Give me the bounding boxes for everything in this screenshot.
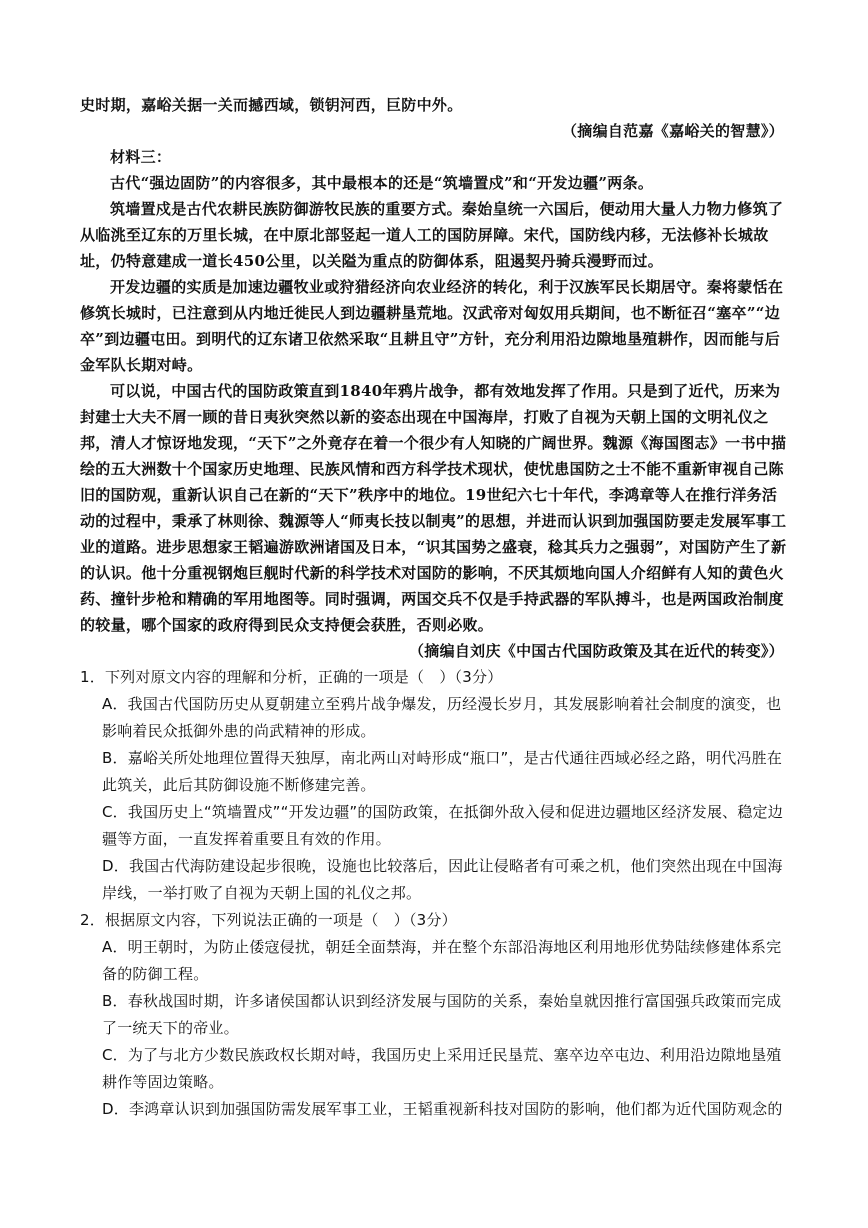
option-d: D．李鸿章认识到加强国防需发展军事工业，王韬重视新科技对国防的影响，他们都为近代国防观念的 xyxy=(102,1100,783,1118)
material3-paragraph: 筑墙置戍是古代农耕民族防御游牧民族的重要方式。秦始皇统一六国后，便动用大量人力物力修筑了从临洮至辽东的万里长城，在中原北部竖起一道人工的国防屏障。宋代，国防线内移，无法修补长城故址，仍特意建成一道长450公里，以关隘为重点的防御体系，阻遏契丹骑兵漫野而过。 xyxy=(80,200,784,270)
material3-paragraph: 古代“强边固防”的内容很多，其中最根本的还是“筑墙置戍”和“开发边疆”两条。 xyxy=(110,174,654,192)
question-2 xyxy=(80,907,788,1123)
material3-source: （摘编自刘庆《中国古代国防政策及其在近代的转变》） xyxy=(408,642,784,660)
option-c: C．为了与北方少数民族政权长期对峙，我国历史上采用迁民垦荒、塞卒边卒屯边、利用沿边隙地垦殖耕作等固边策略。 xyxy=(102,1046,782,1091)
option-a: A．我国古代国防历史从夏朝建立至鸦片战争爆发，历经漫长岁月，其发展影响着社会制度的演变，也影响着民众抵御外患的尚武精神的形成。 xyxy=(102,695,782,740)
option-b: B．嘉峪关所处地理位置得天独厚，南北两山对峙形成“瓶口”，是古代通往西域必经之路，明代冯胜在此筑关，此后其防御设施不断修建完善。 xyxy=(102,749,783,794)
material3-label: 材料三： xyxy=(110,148,172,166)
option-c: C．我国历史上“筑墙置戍”“开发边疆”的国防政策，在抵御外敌入侵和促进边疆地区经济发展、稳定边疆等方面，一直发挥着重要且有效的作用。 xyxy=(102,803,783,848)
question-1 xyxy=(80,664,788,907)
option-b: B．春秋战国时期，许多诸侯国都认识到经济发展与国防的关系，秦始皇就因推行富国强兵政策而完成了一统天下的帝业。 xyxy=(102,992,782,1037)
question-stem: 1．下列对原文内容的理解和分析，正确的一项是（ ）（3分） xyxy=(80,668,503,686)
option-d: D．我国古代海防建设起步很晚，设施也比较落后，因此让侵略者有可乘之机，他们突然出现在中国海岸线，一举打败了自视为天朝上国的礼仪之邦。 xyxy=(102,857,783,902)
option-a: A．明王朝时，为防止倭寇侵扰，朝廷全面禁海，并在整个东部沿海地区利用地形优势陆续修建体系完备的防御工程。 xyxy=(102,938,782,983)
material3-paragraph: 可以说，中国古代的国防政策直到1840年鸦片战争，都有效地发挥了作用。只是到了近代，历来为封建士大夫不屑一顾的昔日夷狄突然以新的姿态出现在中国海岸，打败了自视为天朝上国的文明礼仪之邦，清人才惊讶地发现，“天下”之外竟存在着一个很少有人知晓的广阔世界。魏源《海国图志》一书中描绘的五大洲数十个国家历史地理、民族风情和西方科学技术现状，使忧患国防之士不能不重新审视自己陈旧的国防观，重新认识自己在新的“天下”秩序中的地位。19世纪六七十年代，李鸿章等人在推行洋务活动的过程中，秉承了林则徐、魏源等人“师夷长技以制夷”的思想，并进而认识到加强国防要走发展军事工业的道路。进步思想家王韬遍游欧洲诸国及日本，“识其国势之盛衰，稔其兵力之强弱”，对国防产生了新的认识。他十分重视钢炮巨舰时代新的科学技术对国防的影响，不厌其烦地向国人介绍鲜有人知的黄色火药、撞针步枪和精确的军用地图等。同时强调，两国交兵不仅是手持武器的军队搏斗，也是两国政治制度的较量，哪个国家的政府得到民众支持便会获胜，否则必败。 xyxy=(80,382,787,634)
material2-source: （摘编自范嘉《嘉峪关的智慧》） xyxy=(561,122,784,140)
material3-paragraph: 开发边疆的实质是加速边疆牧业或狩猎经济向农业经济的转化，利于汉族军民长期居守。秦将蒙恬在修筑长城时，已注意到从内地迁徙民人到边疆耕垦荒地。汉武帝对匈奴用兵期间，也不断征召“塞卒”“边卒”到边疆屯田。到明代的辽东诸卫依然采取“且耕且守”方针，充分利用沿边隙地垦殖耕作，因而能与后金军队长期对峙。 xyxy=(80,278,784,374)
question-stem: 2．根据原文内容，下列说法正确的一项是（ ）（3分） xyxy=(80,911,457,929)
material2-tail: 史时期，嘉峪关据一关而撼西域，锁钥河西，巨防中外。 xyxy=(80,96,463,114)
